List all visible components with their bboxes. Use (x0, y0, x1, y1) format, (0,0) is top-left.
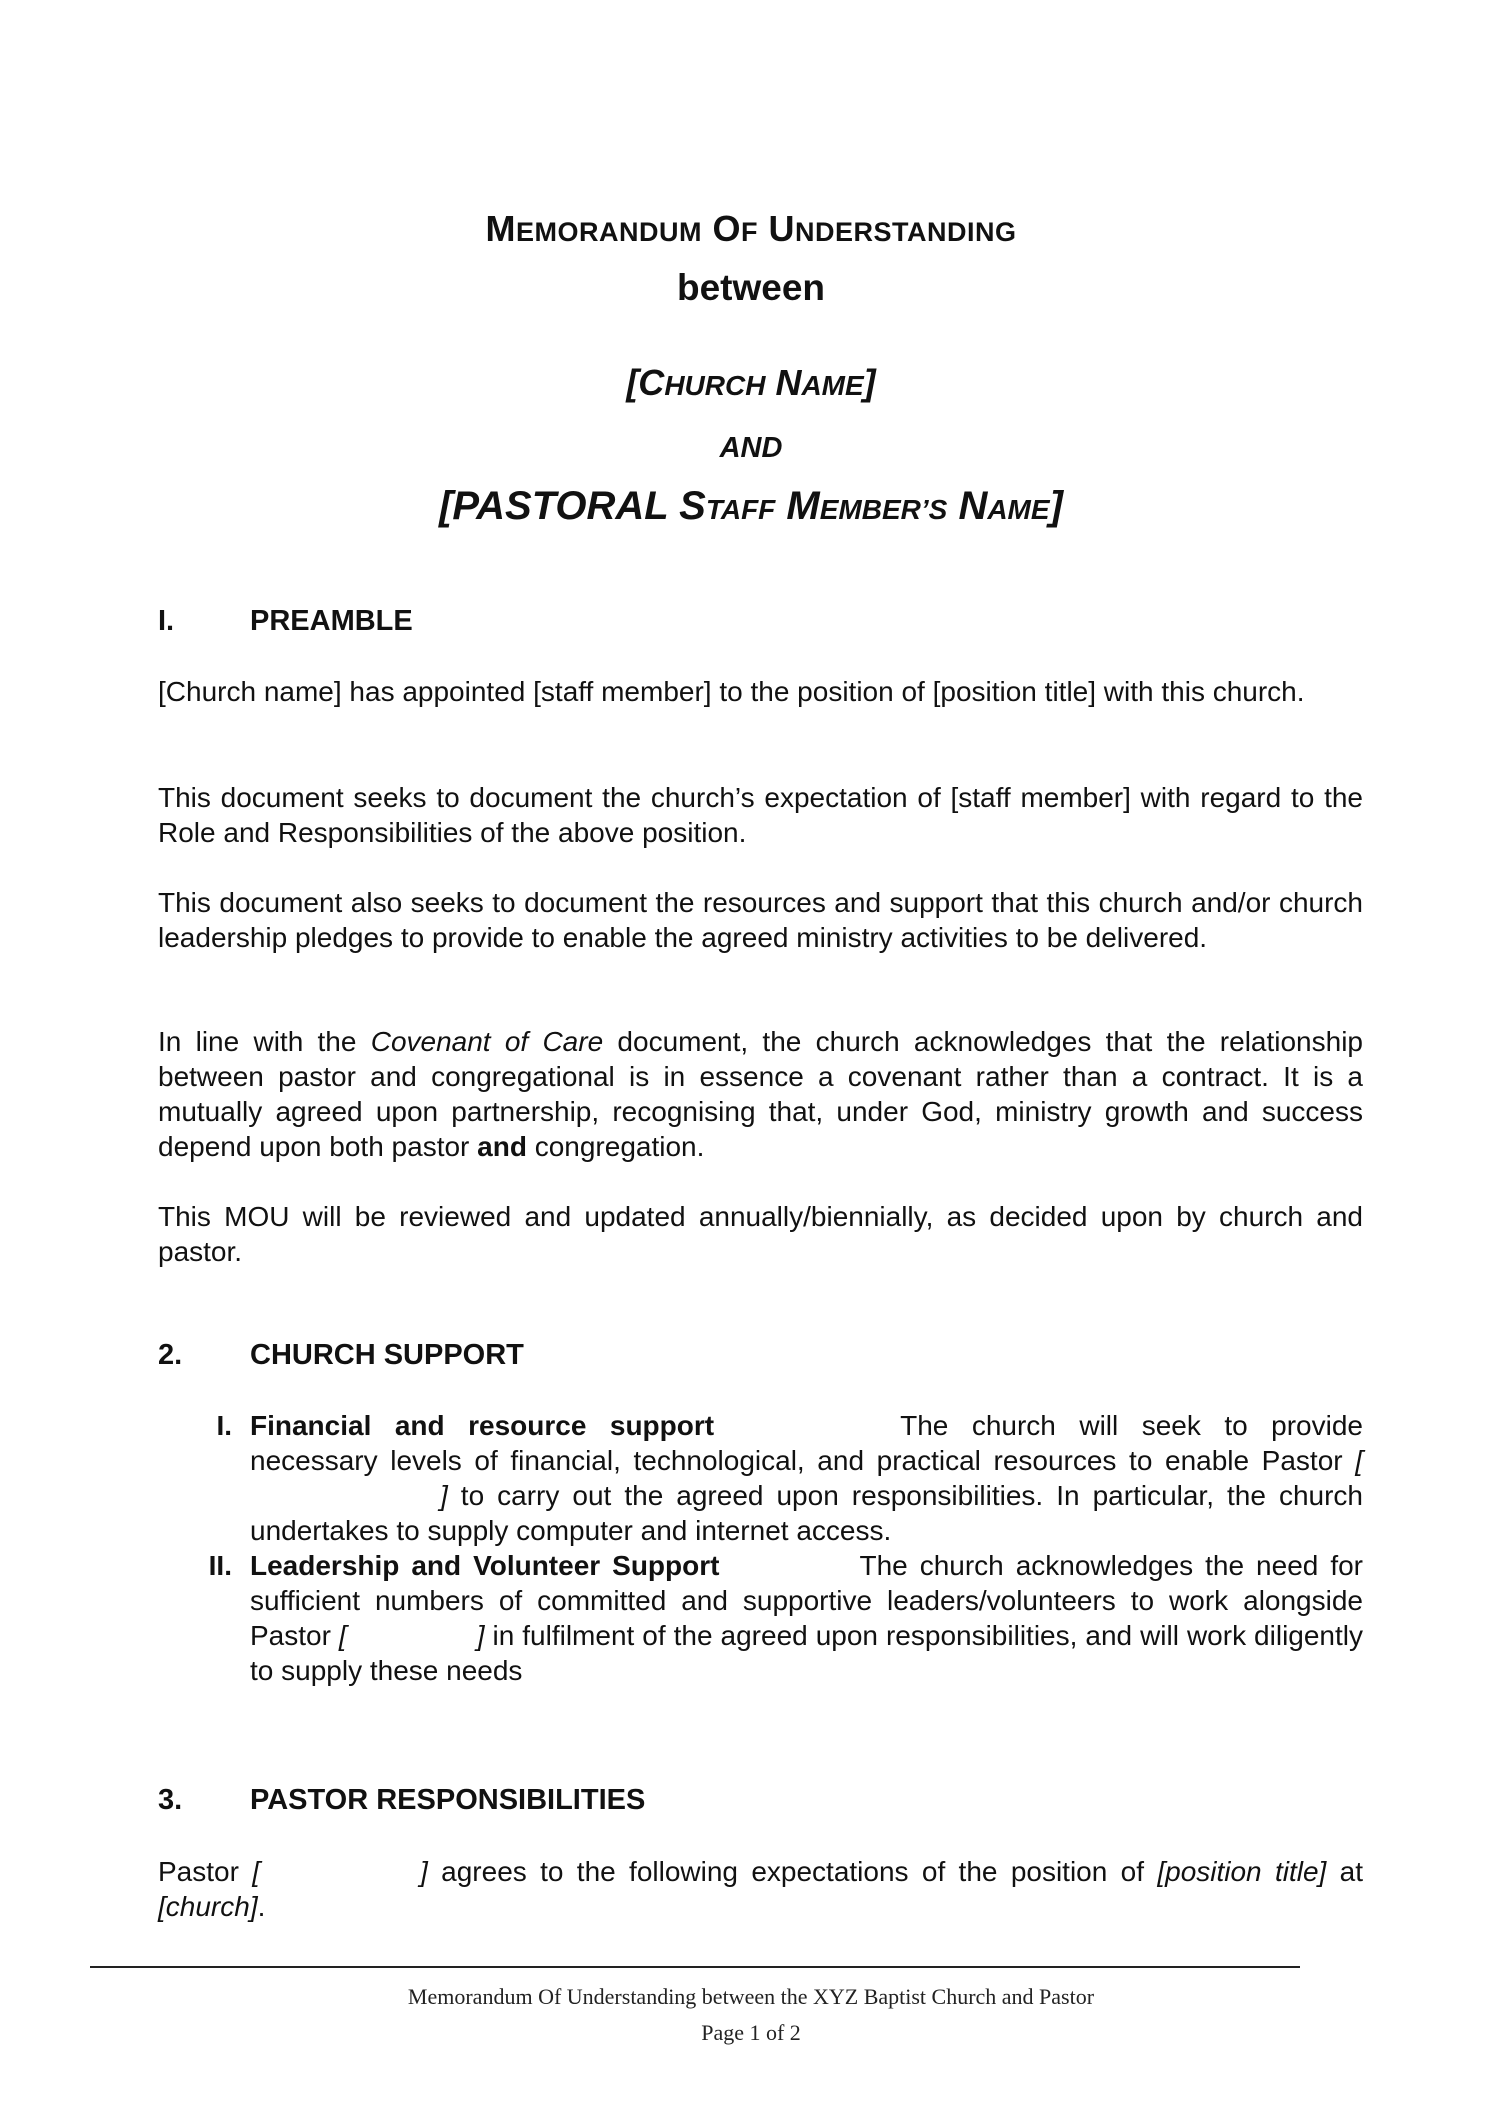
preamble-paragraph-5: This MOU will be reviewed and updated annually/biennially, as decided upon by church and pastor. (158, 1201, 1363, 1267)
church-support-item-financial: I. Financial and resource support The church will seek to provide necessary levels of financial, technological, and practical resources to enable Pastor [] to carry out the agreed upon responsibilities. In particular, the church undertakes to supply computer and internet access. (158, 1408, 1363, 1548)
item-label: Leadership and Volunteer Support (250, 1550, 720, 1581)
page-number: Page 1 of 2 (701, 2020, 801, 2045)
item-label: Financial and resource support (250, 1410, 715, 1441)
section-heading-church-support: 2. CHURCH SUPPORT (158, 1339, 524, 1371)
preamble-paragraph-3: This document also seeks to document the resources and support that this church and/or church leadership pledges to provide to enable the agreed ministry activities to be delivered. (158, 887, 1363, 953)
preamble-paragraph-2: This document seeks to document the church’s expectation of [staff member] with regard to the Role and Responsibilities of the above position. (158, 782, 1363, 848)
doc-title-between: between (676, 267, 826, 308)
footer-divider (90, 1966, 1300, 1968)
footer-title: Memorandum Of Understanding between the XYZ Baptist Church and Pastor (407, 1984, 1095, 2009)
list-marker: II. (208, 1550, 232, 1581)
church-support-item-leadership: II. Leadership and Volunteer Support The church acknowledges the need for sufficient numbers of committed and supportive leaders/volunteers to work alongside Pastor [ ] in fulfilment of the agreed upon responsibilities, and will work diligently to supply these needs (158, 1548, 1363, 1688)
doc-title-staff-name: [PASTORAL STAFF MEMBER’S NAME] (439, 484, 1063, 528)
doc-title-church-name: [CHURCH NAME] (626, 362, 876, 403)
section-heading-pastor-responsibilities: 3. PASTOR RESPONSIBILITIES (158, 1784, 646, 1816)
preamble-paragraph-4: In line with the Covenant of Care document, the church acknowledges that the relationship between pastor and congregational is in essence a covenant rather than a contract. It is a mutually agreed upon partnership, recognising that, under God, ministry growth and success depend upon both pastor and congregation. (158, 1026, 1363, 1162)
list-marker: I. (216, 1410, 232, 1441)
preamble-paragraph-1: [Church name] has appointed [staff member] to the position of [position title] with this church. (158, 676, 1305, 707)
doc-title: MEMORANDUM OF UNDERSTANDING (485, 208, 1017, 249)
section-heading-preamble: I. PREAMBLE (158, 605, 413, 637)
doc-title-and: AND (719, 432, 783, 464)
pastor-responsibilities-paragraph: Pastor [ ] agrees to the following expectations of the position of [position title] at [church]. (158, 1856, 1364, 1922)
